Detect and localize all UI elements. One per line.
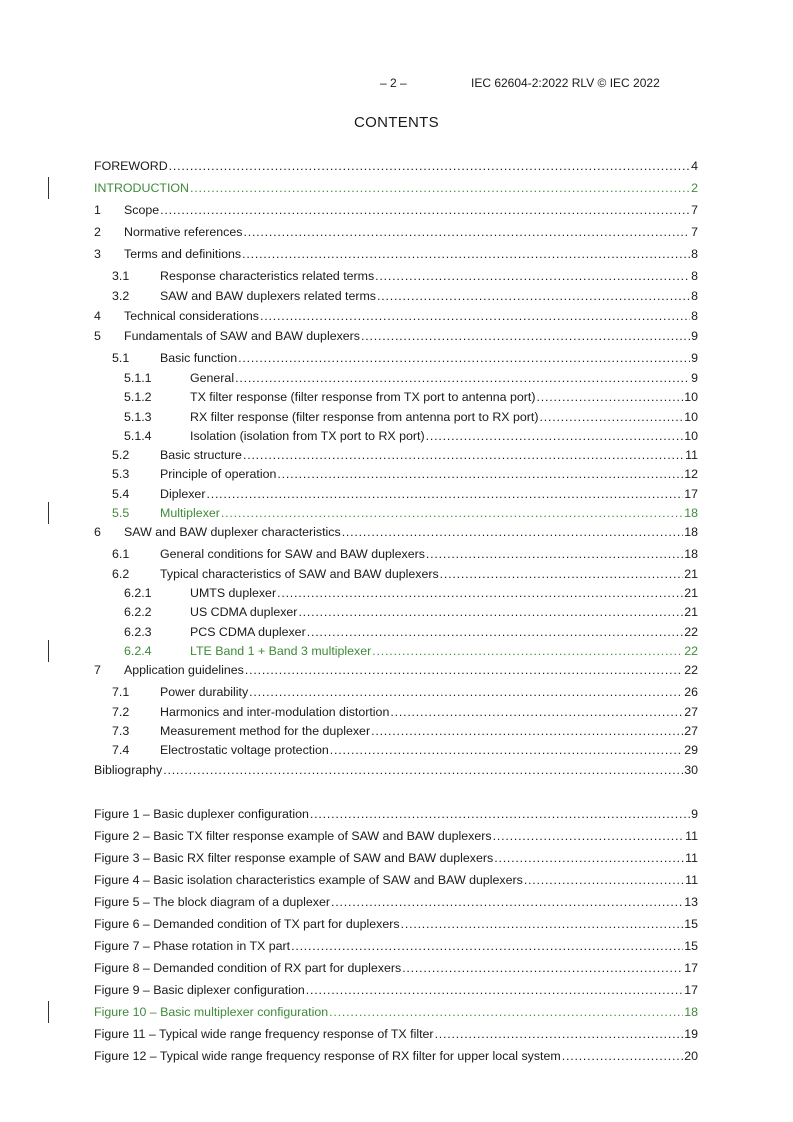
dot-leader [245,662,683,678]
toc-page-number: 18 [684,547,698,561]
figure-title: Figure 9 – Basic diplexer configuration [94,983,305,997]
toc-number: 6.2.2 [124,605,152,619]
toc-page-number: 8 [691,289,698,303]
dot-leader [307,624,684,640]
change-bar [48,640,49,662]
figure-page-number: 17 [684,983,698,997]
dot-leader [493,828,685,844]
toc-page-number: 22 [684,663,698,677]
dot-leader [372,643,683,659]
toc-title: SAW and BAW duplexers related terms [160,289,377,303]
toc-page-number: 4 [691,159,698,173]
figure-entry[interactable] [94,1026,698,1042]
toc-title: General conditions for SAW and BAW duplexers [160,547,425,561]
dot-leader [440,566,684,582]
toc-entry[interactable] [94,350,698,366]
figure-title: Figure 5 – The block diagram of a duplexer [94,895,331,909]
toc-title: Scope [124,203,160,217]
dot-leader [306,982,683,998]
toc-entry[interactable] [94,202,698,218]
toc-page-number: 17 [684,487,698,501]
toc-number: 5.1.3 [124,410,152,424]
toc-entry[interactable] [94,723,698,739]
toc-title: Measurement method for the duplexer [160,724,371,738]
dot-leader [260,308,690,324]
dot-leader [291,938,683,954]
figure-page-number: 18 [684,1005,698,1019]
dot-leader [298,604,683,620]
toc-entry[interactable] [94,447,698,463]
toc-page-number: 10 [684,410,698,424]
toc-page-number: 10 [684,429,698,443]
dot-leader [562,1048,683,1064]
toc-title: Basic structure [160,448,242,462]
toc-entry[interactable] [94,684,698,700]
toc-page-number: 26 [684,685,698,699]
dot-leader [435,1026,684,1042]
toc-title: FOREWORD [94,159,168,173]
toc-title: US CDMA duplexer [190,605,298,619]
dot-leader [235,370,690,386]
figure-title: Figure 3 – Basic RX filter response example of SAW and BAW duplexers [94,851,494,865]
figure-title: Figure 4 – Basic isolation characteristics example of SAW and BAW duplexers [94,873,523,887]
toc-entry[interactable] [94,466,698,482]
toc-page-number: 7 [691,225,698,239]
toc-entry[interactable] [94,704,698,720]
dot-leader [238,350,690,366]
toc-page-number: 29 [684,743,698,757]
dot-leader [243,447,684,463]
figure-title: Figure 10 – Basic multiplexer configuration [94,1005,329,1019]
toc-title: Application guidelines [124,663,244,677]
toc-entry[interactable] [94,409,698,425]
toc-title: Power durability [160,685,249,699]
toc-number: 5.1 [112,351,130,365]
toc-page-number: 9 [691,329,698,343]
figure-entry[interactable] [94,1048,698,1064]
toc-entry[interactable] [94,662,698,678]
toc-page-number: 18 [684,525,698,539]
toc-number: 1 [94,203,101,217]
toc-entry[interactable] [94,428,698,444]
toc-title: Electrostatic voltage protection [160,743,329,757]
dot-leader [277,466,683,482]
toc-title: RX filter response (filter response from antenna port to RX port) [190,410,539,424]
toc-title: UMTS duplexer [190,586,277,600]
figure-title: Figure 7 – Phase rotation in TX part [94,939,291,953]
toc-title: Fundamentals of SAW and BAW duplexers [124,329,360,343]
toc-title: SAW and BAW duplexer characteristics [124,525,341,539]
toc-title: Typical characteristics of SAW and BAW duplexers [160,567,439,581]
toc-entry[interactable] [94,224,698,240]
dot-leader [401,916,684,932]
figure-page-number: 15 [684,917,698,931]
dot-leader [330,742,683,758]
toc-page-number: 12 [684,467,698,481]
dot-leader [206,486,683,502]
dot-leader [160,202,690,218]
dot-leader [524,872,684,888]
toc-number: 6.2 [112,567,130,581]
toc-title: PCS CDMA duplexer [190,625,306,639]
toc-entry[interactable] [94,370,698,386]
toc-number: 7 [94,663,101,677]
toc-title: Technical considerations [124,309,259,323]
toc-number: 5.5 [112,506,130,520]
dot-leader [163,762,683,778]
figure-page-number: 19 [684,1027,698,1041]
toc-page-number: 27 [684,724,698,738]
toc-page-number: 18 [684,506,698,520]
toc-entry[interactable] [94,246,698,262]
toc-page-number: 22 [684,644,698,658]
figure-page-number: 9 [691,807,698,821]
toc-number: 6.2.1 [124,586,152,600]
toc-number: 5.1.2 [124,390,152,404]
toc-number: 3.2 [112,289,130,303]
dot-leader [221,505,683,521]
dot-leader [342,524,684,540]
toc-number: 6 [94,525,101,539]
toc-page-number: 8 [691,247,698,261]
change-bar [48,1001,49,1023]
toc-entry[interactable] [94,328,698,344]
dot-leader [426,428,684,444]
figure-entry[interactable] [94,1004,698,1020]
dot-leader [242,246,690,262]
figure-entry[interactable] [94,960,698,976]
figure-title: Figure 12 – Typical wide range frequency response of RX filter for upper local system [94,1049,561,1063]
toc-title: LTE Band 1 + Band 3 multiplexer [190,644,372,658]
dot-leader [371,723,683,739]
toc-entry[interactable] [94,566,698,582]
toc-number: 6.2.4 [124,644,152,658]
toc-title: Harmonics and inter-modulation distortion [160,705,390,719]
dot-leader [169,158,690,174]
toc-entry[interactable] [94,505,698,521]
toc-number: 7.3 [112,724,130,738]
change-bar [48,502,49,524]
page-number: – 2 – [380,76,407,90]
toc-page-number: 21 [684,567,698,581]
dot-leader [375,268,690,284]
toc-number: 5.3 [112,467,130,481]
toc-number: 7.2 [112,705,130,719]
toc-title: TX filter response (filter response from TX port to antenna port) [190,390,536,404]
toc-title: Multiplexer [160,506,220,520]
figure-title: Figure 1 – Basic duplexer configuration [94,807,309,821]
toc-title: Bibliography [94,763,163,777]
dot-leader [361,328,690,344]
toc-entry[interactable] [94,308,698,324]
toc-page-number: 21 [684,605,698,619]
figure-title: Figure 11 – Typical wide range frequency response of TX filter [94,1027,434,1041]
dot-leader [494,850,684,866]
toc-number: 7.4 [112,743,130,757]
toc-entry[interactable] [94,524,698,540]
toc-page-number: 21 [684,586,698,600]
toc-page-number: 8 [691,309,698,323]
dot-leader [539,409,683,425]
dot-leader [537,389,684,405]
toc-entry[interactable] [94,742,698,758]
toc-entry[interactable] [94,643,698,659]
toc-entry[interactable] [94,762,698,778]
page-title: CONTENTS [354,114,439,131]
document-id: IEC 62604-2:2022 RLV © IEC 2022 [471,76,660,90]
toc-number: 3.1 [112,269,130,283]
dot-leader [277,585,683,601]
figure-entry[interactable] [94,828,698,844]
toc-title: INTRODUCTION [94,181,189,195]
toc-page-number: 10 [684,390,698,404]
toc-entry[interactable] [94,486,698,502]
toc-number: 7.1 [112,685,130,699]
toc-number: 6.2.3 [124,625,152,639]
toc-entry[interactable] [94,158,698,174]
toc-page-number: 27 [684,705,698,719]
toc-entry[interactable] [94,180,698,196]
toc-title: Response characteristics related terms [160,269,375,283]
dot-leader [377,288,690,304]
toc-number: 3 [94,247,101,261]
figure-entry[interactable] [94,982,698,998]
toc-number: 2 [94,225,101,239]
toc-entry[interactable] [94,585,698,601]
toc-page-number: 11 [685,448,698,462]
toc-page-number: 9 [691,351,698,365]
toc-number: 5.1.1 [124,371,152,385]
toc-page-number: 22 [684,625,698,639]
figure-entry[interactable] [94,894,698,910]
figure-title: Figure 2 – Basic TX filter response example of SAW and BAW duplexers [94,829,492,843]
toc-number: 5.2 [112,448,130,462]
dot-leader [249,684,683,700]
dot-leader [310,806,690,822]
toc-entry[interactable] [94,604,698,620]
toc-entry[interactable] [94,288,698,304]
figure-entry[interactable] [94,806,698,822]
toc-title: Diplexer [160,487,206,501]
toc-title: Normative references [124,225,243,239]
toc-number: 5.1.4 [124,429,152,443]
toc-page-number: 30 [684,763,698,777]
toc-title: General [190,371,235,385]
toc-entry[interactable] [94,389,698,405]
toc-title: Isolation (isolation from TX port to RX port) [190,429,425,443]
toc-page-number: 9 [691,371,698,385]
figure-page-number: 20 [684,1049,698,1063]
toc-number: 6.1 [112,547,130,561]
figure-entry[interactable] [94,938,698,954]
toc-entry[interactable] [94,268,698,284]
figure-title: Figure 6 – Demanded condition of TX part for duplexers [94,917,400,931]
change-bar [48,177,49,199]
toc-number: 5 [94,329,101,343]
toc-entry[interactable] [94,546,698,562]
dot-leader [329,1004,683,1020]
toc-page-number: 7 [691,203,698,217]
dot-leader [243,224,690,240]
toc-page-number: 8 [691,269,698,283]
dot-leader [390,704,683,720]
toc-number: 5.4 [112,487,130,501]
figure-page-number: 15 [684,939,698,953]
toc-title: Basic function [160,351,238,365]
toc-entry[interactable] [94,624,698,640]
figure-entry[interactable] [94,872,698,888]
toc-title: Principle of operation [160,467,277,481]
figure-entry[interactable] [94,850,698,866]
dot-leader [190,180,690,196]
figure-page-number: 17 [684,961,698,975]
figure-page-number: 11 [685,873,698,887]
figure-page-number: 11 [685,829,698,843]
figure-entry[interactable] [94,916,698,932]
dot-leader [426,546,683,562]
dot-leader [402,960,683,976]
toc-title: Terms and definitions [124,247,242,261]
figure-title: Figure 8 – Demanded condition of RX part for duplexers [94,961,402,975]
figure-page-number: 11 [685,851,698,865]
toc-number: 4 [94,309,101,323]
dot-leader [331,894,683,910]
figure-page-number: 13 [684,895,698,909]
toc-page-number: 2 [691,181,698,195]
